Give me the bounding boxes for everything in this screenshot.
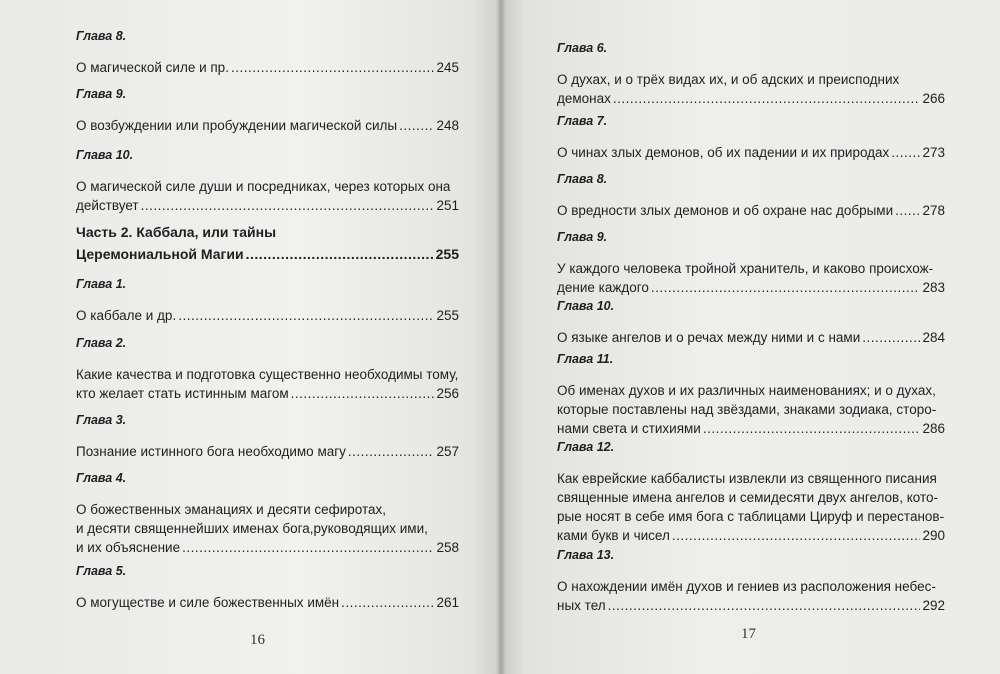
entry-title-line: О вредности злых демонов и об охране нас добрыми [557,203,894,218]
toc-chapter-entry [76,412,459,461]
toc-chapter-entry [76,335,459,403]
chapter-heading: Глава 13. [557,548,615,562]
entry-page-number: 283 [922,280,945,295]
entry-title-line: Об именах духов и их различных наименованиях; и о духах, [557,383,936,398]
chapter-heading: Глава 7. [557,114,608,128]
entry-leader-row [557,419,945,438]
chapter-heading: Глава 4. [76,471,127,485]
toc-chapter-entry [76,563,459,612]
dot-leader [862,328,920,347]
dot-leader [895,201,920,220]
chapter-heading: Глава 8. [76,29,127,43]
entry-leader-row [557,328,945,347]
book-spine [496,0,506,674]
entry-title-line: О магической силе души и посредниках, через которых она [76,179,451,194]
entry-page-number: 251 [436,198,459,213]
entry-page-number: 256 [436,386,459,401]
entry-title-line: О возбуждении или пробуждении магической силы [76,118,398,133]
entry-leader-row [557,596,945,615]
entry-page-number: 257 [436,444,459,459]
chapter-heading: Глава 10. [557,299,615,313]
entry-page-number: 266 [922,91,945,106]
right-page-number: 17 [741,626,756,642]
toc-chapter-entry [76,86,459,135]
entry-title-line: нами света и стихиями [557,421,701,436]
entry-leader-row [557,201,945,220]
entry-title-line: О магической силе и пр. [76,60,229,75]
entry-leader-row [557,526,945,545]
entry-page-number: 278 [922,203,945,218]
chapter-heading: Глава 10. [76,148,134,162]
toc-chapter-entry [557,439,945,545]
entry-title-line: ками букв и чисел [557,528,670,543]
chapter-heading: Глава 9. [557,230,608,244]
entry-leader-row [76,116,459,135]
dot-leader [608,596,921,615]
chapter-heading: Глава 3. [76,413,127,427]
entry-title-line: которые поставлены над звёздами, знаками зодиака, сторо- [557,402,937,417]
entry-leader-row [76,58,459,77]
chapter-heading: Глава 11. [557,352,614,366]
toc-chapter-entry [76,28,459,77]
toc-chapter-entry [557,298,945,347]
chapter-heading: Глава 5. [76,564,127,578]
entry-page-number: 245 [436,60,459,75]
entry-leader-row [76,306,459,325]
chapter-heading: Глава 2. [76,336,127,350]
dot-leader [891,143,920,162]
entry-leader-row [76,243,459,265]
entry-title-line: Церемониальной Магии [76,246,244,262]
entry-leader-row [557,89,945,108]
entry-title-line: О могуществе и силе божественных имён [76,595,340,610]
entry-title-line: У каждого человека тройной хранитель, и каково происхож- [557,261,934,276]
entry-title-line: кто желает стать истинным магом [76,386,289,401]
entry-title-line: демонах [557,91,611,106]
entry-leader-row [557,143,945,162]
dot-leader [348,442,435,461]
entry-title-line: священные имена ангелов и семидесяти двух ангелов, кото- [557,490,939,505]
entry-title-line: О чинах злых демонов, об их падении и их природах [557,145,890,160]
entry-title-line: Познание истинного бога необходимо магу [76,444,346,459]
dot-leader [246,243,434,265]
toc-chapter-entry [76,276,459,325]
entry-title-line: О нахождении имён духов и гениев из расположения небес- [557,579,936,594]
entry-page-number: 290 [922,528,945,543]
chapter-heading: Глава 12. [557,440,615,454]
entry-page-number: 255 [436,308,459,323]
entry-title-line: О языке ангелов и о речах между ними и с нами [557,330,861,345]
entry-title-line: рые носят в себе имя бога с таблицами Цируф и перестанов- [557,509,945,524]
dot-leader [178,306,434,325]
entry-leader-row [76,442,459,461]
entry-title-line: Часть 2. Каббала, или тайны [76,224,277,240]
left-page-number: 16 [250,632,265,648]
toc-chapter-entry [557,351,945,438]
toc-chapter-entry [557,547,945,615]
entry-page-number: 273 [922,145,945,160]
entry-page-number: 284 [922,330,945,345]
entry-title-line: и их объяснение [76,540,181,555]
dot-leader [231,58,435,77]
entry-leader-row [557,278,945,297]
entry-title-line: ных тел [557,598,606,613]
dot-leader [703,419,921,438]
entry-title-line: О божественных эманациях и десяти сефиротах, [76,502,387,517]
entry-leader-row [76,196,459,215]
toc-chapter-entry [557,229,945,297]
toc-chapter-entry [76,470,459,557]
entry-title-line: дение каждого [557,280,649,295]
entry-leader-row [76,384,459,403]
chapter-heading: Глава 1. [76,277,127,291]
chapter-heading: Глава 6. [557,41,608,55]
entry-title-line: действует [76,198,139,213]
dot-leader [672,526,921,545]
entry-leader-row [76,538,459,557]
dot-leader [291,384,435,403]
chapter-heading: Глава 8. [557,172,608,186]
entry-title-line: О духах, и о трёх видах их, и об адских и преисподних [557,72,900,87]
chapter-heading: Глава 9. [76,87,127,101]
entry-title-line: О каббале и др. [76,308,177,323]
entry-leader-row [76,593,459,612]
entry-title-line: и десяти священнейших именах бога,руководящих ими, [76,521,428,536]
toc-chapter-entry [557,113,945,162]
entry-page-number: 255 [435,246,459,262]
entry-page-number: 258 [436,540,459,555]
entry-page-number: 261 [436,595,459,610]
toc-chapter-entry [557,171,945,220]
dot-leader [651,278,921,297]
entry-page-number: 286 [922,421,945,436]
entry-title-line: Как еврейские каббалисты извлекли из священного писания [557,471,937,486]
toc-chapter-entry [557,40,945,108]
toc-part-entry [76,221,459,265]
dot-leader [182,538,434,557]
entry-page-number: 292 [922,598,945,613]
toc-chapter-entry [76,147,459,215]
entry-page-number: 248 [436,118,459,133]
dot-leader [341,593,434,612]
entry-title-line: Какие качества и подготовка существенно необходимы тому, [76,367,459,382]
dot-leader [141,196,435,215]
dot-leader [399,116,434,135]
dot-leader [613,89,921,108]
